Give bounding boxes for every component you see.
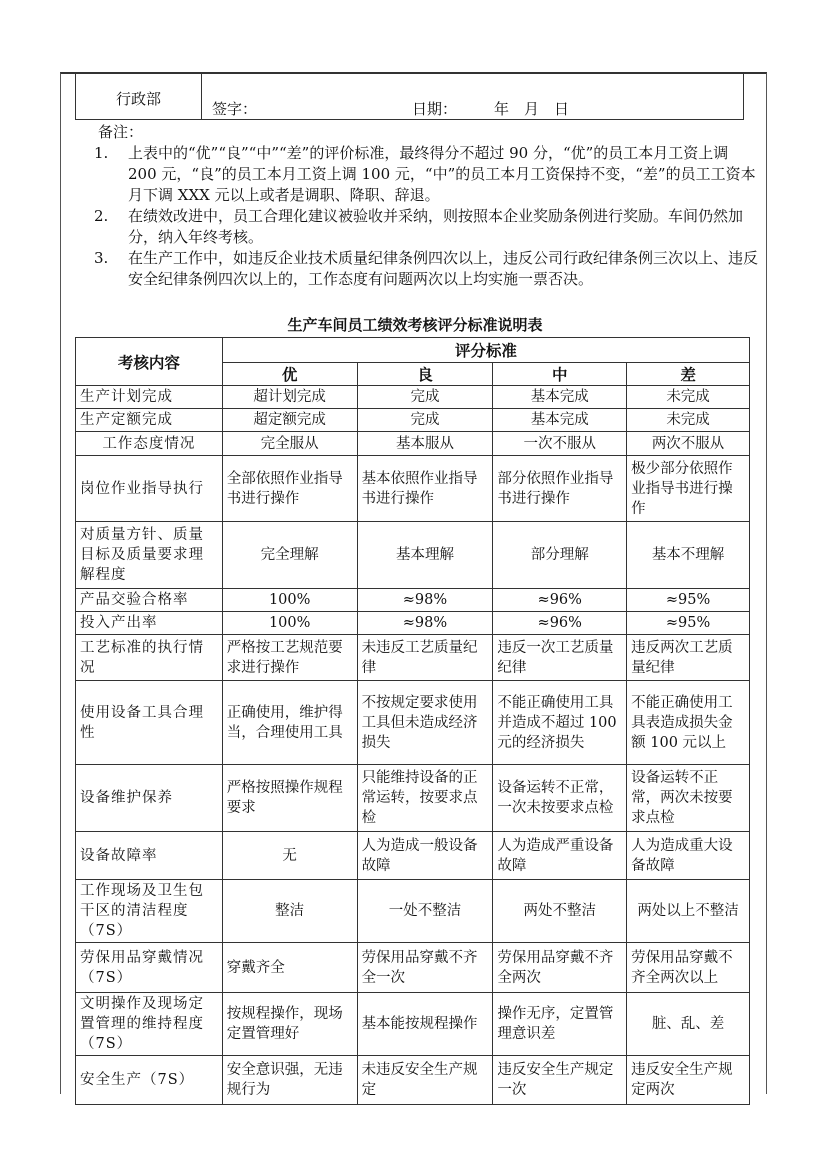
table-row (76, 612, 750, 635)
grade-cell: 完成 (357, 386, 493, 409)
grade-cell: 按规程操作，现场定置管理好 (222, 993, 357, 1056)
grade-cell: 两处以上不整洁 (627, 880, 750, 943)
item-cell: 劳保用品穿戴情况（7S） (76, 943, 223, 993)
grade-cell: 严格按照操作规程要求 (222, 765, 357, 832)
table-row (76, 832, 750, 880)
item-cell: 工作态度情况 (76, 432, 223, 456)
table-row (76, 589, 750, 612)
grade-cell: 不能正确使用工具表造成损失金额 100 元以上 (627, 681, 750, 765)
table-row (76, 409, 750, 432)
grade-cell: 完全服从 (222, 432, 357, 456)
table-row (76, 681, 750, 765)
grade-cell: 严格按工艺规范要求进行操作 (222, 635, 357, 681)
grade-cell: ≈95% (627, 612, 750, 635)
grade-header: 差 (627, 363, 750, 386)
note-item: 2. 在绩效改进中，员工合理化建议被验收并采纳，则按照本企业奖励条例进行奖励。车间仍然加分，纳入年终考核。 (94, 207, 744, 246)
grade-cell: 全部依照作业指导书进行操作 (222, 456, 357, 522)
notes (88, 122, 758, 290)
signature-table (75, 73, 744, 120)
grade-cell: 完全理解 (222, 522, 357, 589)
grade-cell: 部分依照作业指导书进行操作 (493, 456, 627, 522)
item-cell: 文明操作及现场定置管理的维持程度（7S） (76, 993, 223, 1056)
grade-cell: 一次不服从 (493, 432, 627, 456)
grade-cell: 违反两次工艺质量纪律 (627, 635, 750, 681)
grade-cell: 整洁 (222, 880, 357, 943)
grade-cell: 基本依照作业指导书进行操作 (357, 456, 493, 522)
grade-cell: 劳保用品穿戴不齐全两次 (493, 943, 627, 993)
grade-cell: 基本能按规程操作 (357, 993, 493, 1056)
grade-cell: 人为造成一般设备故障 (357, 832, 493, 880)
grade-cell: 劳保用品穿戴不齐全一次 (357, 943, 493, 993)
grade-cell: 不按规定要求使用工具但未造成经济损失 (357, 681, 493, 765)
grade-cell: 基本完成 (493, 386, 627, 409)
table-row (76, 456, 750, 522)
grade-cell: 部分理解 (493, 522, 627, 589)
grade-cell: 完成 (357, 409, 493, 432)
grade-cell: 劳保用品穿戴不齐全两次以上 (627, 943, 750, 993)
grade-cell: 违反安全生产规定两次 (627, 1056, 750, 1105)
item-cell: 设备维护保养 (76, 765, 223, 832)
grade-cell: 人为造成重大设备故障 (627, 832, 750, 880)
item-cell: 岗位作业指导执行 (76, 456, 223, 522)
item-cell: 产品交验合格率 (76, 589, 223, 612)
grade-cell: 未违反安全生产规定 (357, 1056, 493, 1105)
date-label: 日期： (412, 100, 458, 118)
grade-header: 中 (493, 363, 627, 386)
grade-cell: 未违反工艺质量纪律 (357, 635, 493, 681)
grade-cell: 基本理解 (357, 522, 493, 589)
table-row (76, 1056, 750, 1105)
grade-cell: 设备运转不正常，两次未按要求点检 (627, 765, 750, 832)
grade-cell: 无 (222, 832, 357, 880)
grade-cell: 一处不整洁 (357, 880, 493, 943)
grade-cell: 只能维持设备的正常运转，按要求点检 (357, 765, 493, 832)
grade-cell: 超计划完成 (222, 386, 357, 409)
grade-cell: ≈96% (493, 589, 627, 612)
grade-cell: 基本服从 (357, 432, 493, 456)
grade-cell: 100% (222, 612, 357, 635)
grade-cell: 超定额完成 (222, 409, 357, 432)
grade-cell: 两次不服从 (627, 432, 750, 456)
grade-cell: 不能正确使用工具并造成不超过 100 元的经济损失 (493, 681, 627, 765)
item-cell: 设备故障率 (76, 832, 223, 880)
table-row (76, 880, 750, 943)
item-cell: 生产计划完成 (76, 386, 223, 409)
grade-cell: 未完成 (627, 386, 750, 409)
grade-cell: 安全意识强，无违规行为 (222, 1056, 357, 1105)
table-row (76, 432, 750, 456)
item-cell: 生产定额完成 (76, 409, 223, 432)
grade-cell: ≈95% (627, 589, 750, 612)
item-cell: 工作现场及卫生包干区的清洁程度（7S） (76, 880, 223, 943)
grade-cell: 设备运转不正常，一次未按要求点检 (493, 765, 627, 832)
item-cell: 投入产出率 (76, 612, 223, 635)
grade-header: 良 (357, 363, 493, 386)
grade-cell: 两处不整洁 (493, 880, 627, 943)
grade-cell: 穿戴齐全 (222, 943, 357, 993)
table-row (76, 943, 750, 993)
grade-cell: 脏、乱、差 (627, 993, 750, 1056)
date-ymd: 年 月 日 (494, 100, 570, 118)
notes-heading: 备注： (98, 123, 144, 141)
grade-cell: ≈96% (493, 612, 627, 635)
table-title: 生产车间员工绩效考核评分标准说明表 (287, 316, 543, 334)
grade-cell: 100% (222, 589, 357, 612)
grade-cell: 违反一次工艺质量纪律 (493, 635, 627, 681)
grade-cell: 人为造成严重设备故障 (493, 832, 627, 880)
item-cell: 工艺标准的执行情况 (76, 635, 223, 681)
note-item: 3. 在生产工作中，如违反企业技术质量纪律条例四次以上，违反公司行政纪律条例三次以上、违反安全纪律条例四次以上的，工作态度有问题两次以上均实施一票否决。 (94, 249, 759, 288)
item-cell: 使用设备工具合理性 (76, 681, 223, 765)
grade-header: 优 (222, 363, 357, 386)
header-group: 评分标准 (222, 338, 749, 363)
header-item: 考核内容 (76, 338, 223, 386)
grade-cell: 未完成 (627, 409, 750, 432)
grade-cell: 基本不理解 (627, 522, 750, 589)
table-row (76, 522, 750, 589)
grade-cell: 基本完成 (493, 409, 627, 432)
dept-label: 行政部 (76, 74, 202, 119)
grade-cell: ≈98% (357, 612, 493, 635)
item-cell: 安全生产（7S） (76, 1056, 223, 1105)
table-row (76, 635, 750, 681)
sign-label: 签字： (212, 100, 258, 118)
table-row (76, 386, 750, 409)
table-row (76, 993, 750, 1056)
grade-cell: 操作无序，定置管理意识差 (493, 993, 627, 1056)
table-row (76, 765, 750, 832)
criteria-table (75, 337, 750, 1105)
item-cell: 对质量方针、质量目标及质量要求理解程度 (76, 522, 223, 589)
grade-cell: ≈98% (357, 589, 493, 612)
grade-cell: 极少部分依照作业指导书进行操作 (627, 456, 750, 522)
note-item: 1. 上表中的“优”“良”“中”“差”的评价标准，最终得分不超过 90 分，“优”的员工本月工资上调 200 元，“良”的员工本月工资上调 100 元，“中”的员工本月工资保持不变，“差”的员工工资本月下调 XXX 元以上或者是调职、降职、辞退。 (94, 144, 756, 204)
grade-cell: 违反安全生产规定一次 (493, 1056, 627, 1105)
grade-cell: 正确使用，维护得当，合理使用工具 (222, 681, 357, 765)
